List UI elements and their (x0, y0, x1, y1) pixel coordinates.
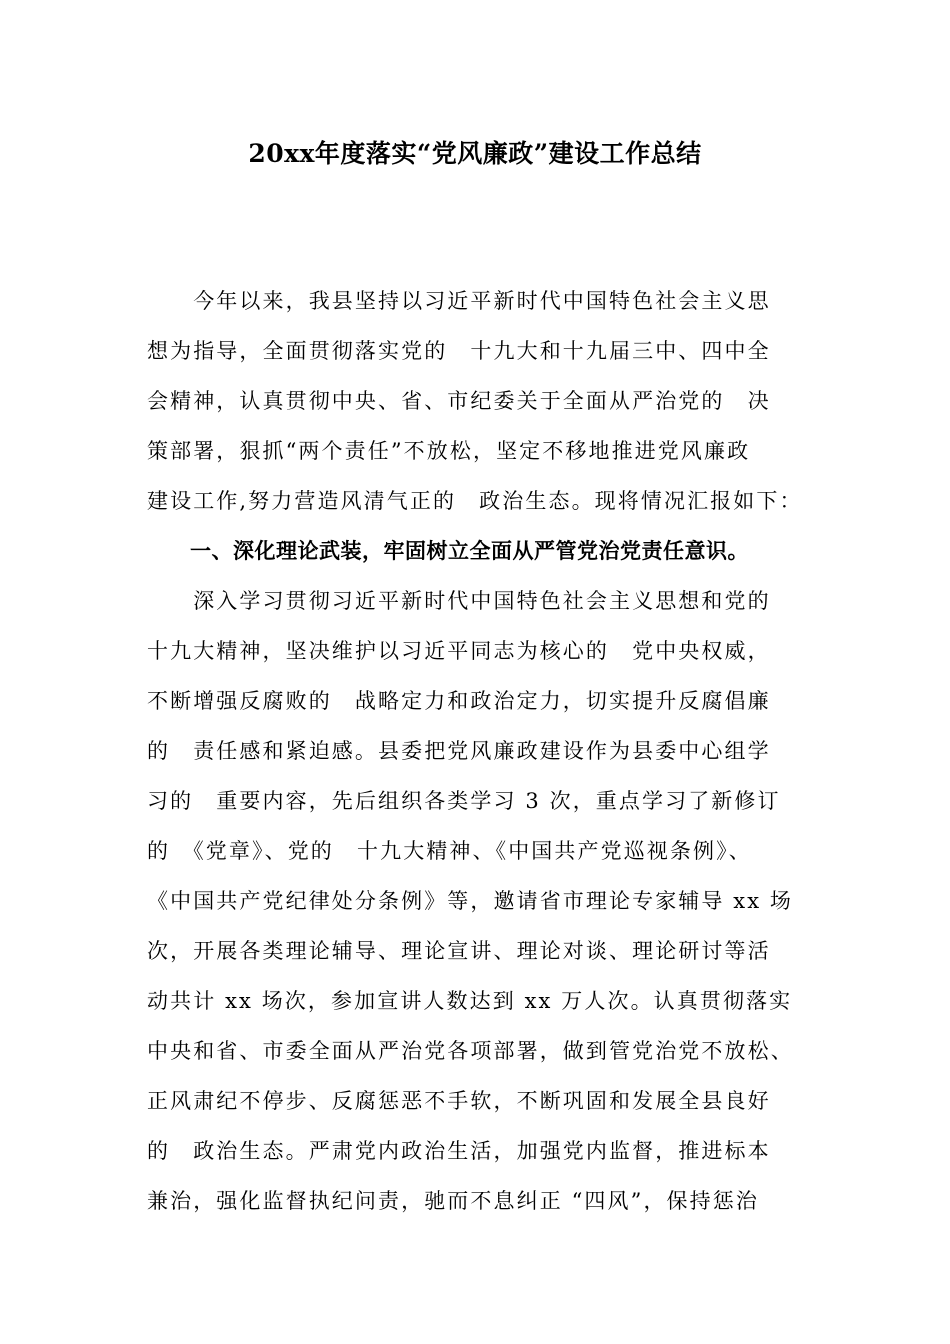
paragraph-line: 《中国共产党纪律处分条例》等，邀请省市理论专家辅导 xx 场 (147, 889, 794, 913)
paragraph-line: 兼治，强化监督执纪问责，驰而不息纠正 “四风”，保持惩治 (147, 1189, 759, 1213)
paragraph-line: 动共计 xx 场次，参加宣讲人数达到 xx 万人次。认真贯彻落实 (147, 989, 793, 1013)
paragraph-line: 正风肃纪不停步、反腐惩恶不手软，不断巩固和发展全县良好 (147, 1089, 771, 1113)
document-title: 20xx年度落实“党风廉政”建设工作总结 (248, 139, 702, 168)
paragraph-line: 次，开展各类理论辅导、理论宣讲、理论对谈、理论研讨等活 (147, 939, 771, 963)
paragraph-line: 的 责任感和紧迫感。县委把党风廉政建设作为县委中心组学 (147, 739, 771, 763)
section-heading: 一、深化理论武装，牢固树立全面从严管党治党责任意识。 (147, 538, 749, 563)
paragraph-line: 策部署，狠抓“两个责任”不放松，坚定不移地推进党风廉政 (147, 439, 751, 463)
paragraph-line: 十九大精神，坚决维护以习近平同志为核心的 党中央权威， (147, 639, 771, 663)
paragraph-line: 建设工作,努力营造风清气正的 政治生态。现将情况汇报如下： (147, 489, 803, 513)
paragraph-line: 的 《党章》、党的 十九大精神、《中国共产党巡视条例》、 (147, 839, 752, 863)
paragraph-line: 今年以来，我县坚持以习近平新时代中国特色社会主义思 (147, 289, 771, 313)
paragraph-line: 想为指导，全面贯彻落实党的 十九大和十九届三中、四中全 (147, 339, 771, 363)
paragraph-line: 中央和省、市委全面从严治党各项部署，做到管党治党不放松、 (147, 1039, 794, 1063)
paragraph-line: 深入学习贯彻习近平新时代中国特色社会主义思想和党的 (147, 589, 771, 613)
paragraph-line: 习的 重要内容，先后组织各类学习 3 次，重点学习了新修订 (147, 789, 781, 813)
paragraph-line: 的 政治生态。严肃党内政治生活，加强党内监督，推进标本 (147, 1139, 771, 1163)
paragraph-line: 不断增强反腐败的 战略定力和政治定力，切实提升反腐倡廉 (147, 689, 771, 713)
paragraph-line: 会精神，认真贯彻中央、省、市纪委关于全面从严治党的 决 (147, 389, 771, 413)
